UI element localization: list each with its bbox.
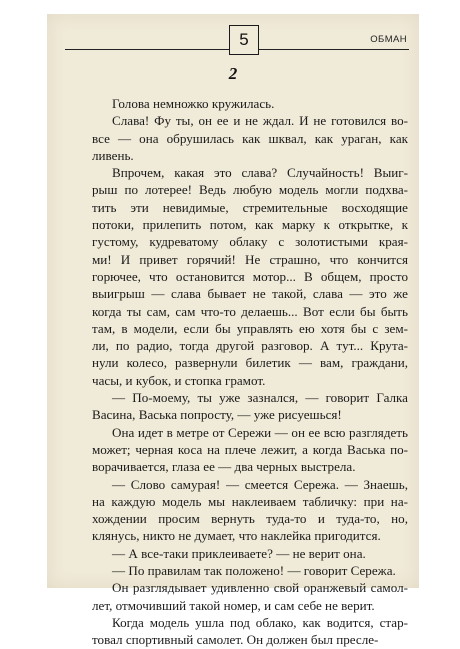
text-line: ми! И привет горячий! Не страшно, что кончится [92, 251, 408, 267]
text-line: — Слово самурая! — смеется Сережа. — Знаешь, [112, 476, 408, 492]
text-line: густому, кудреватому облаку с золотистыми края- [92, 234, 408, 250]
text-line: рыш по лотерее! Ведь любую модель могли подхва- [92, 182, 408, 198]
text-line: горючее, что остановится мотор... В общем, просто [92, 268, 408, 284]
chapter-number: 2 [228, 64, 238, 83]
text-line: — По-моему, ты уже зазнался, — говорит Галка [112, 390, 408, 406]
text-line: товал спортивный самолет. Он должен был пресле- [92, 632, 379, 648]
text-line: — По правилам так положено! — говорит Сережа. [112, 563, 396, 579]
text-line: лет, отмочивший такой номер, и сам себе не верит. [92, 597, 375, 613]
text-line: Она идет в метре от Сережи — он ее всю разглядеть [112, 424, 408, 440]
text-line: потоки, прилепить потом, как марку к открытке, к [92, 217, 408, 233]
text-line: Васина, Васька попросту, — уже рисуешься! [92, 407, 342, 423]
text-line: — А все-таки приклеиваете? — не верит она. [112, 545, 366, 561]
text-line: хождении просим вернуть туда-то и туда-то, но, [92, 511, 408, 527]
text-line: Впрочем, какая это слава? Случайность! Выиг- [112, 165, 408, 181]
text-line: когда ты сам, сам что-то делаешь... Вот если бы быть [92, 303, 408, 319]
text-line: тить эти невидимые, стремительные восходящие [92, 199, 408, 215]
text-line: Слава! Фу ты, он ее и не ждал. И не готовился во- [112, 113, 408, 129]
text-line: Он разглядывает удивленно свой оранжевый самол- [112, 580, 408, 596]
text-line: ливень. [92, 147, 134, 163]
text-line: Когда модель ушла под облако, как водится, стар- [112, 614, 408, 630]
body-text [92, 95, 408, 649]
text-line: ли, по радио, тогда другой разговор. А тут... Крута- [92, 338, 408, 354]
text-line: на каждую модель мы наклеиваем табличку: при на- [92, 493, 408, 509]
running-title: ОБМАН [370, 34, 407, 45]
text-line: Голова немножко кружилась. [112, 96, 275, 111]
page-number: 5 [229, 25, 259, 55]
book-page [47, 14, 419, 648]
text-line: выигрыш — слава бывает не такой, слава — это же [92, 286, 408, 302]
text-line: все — она обрушилась как шквал, как ураган, как [92, 130, 408, 146]
text-line: часы, и кубок, и стопка грамот. [92, 372, 266, 388]
text-line: ворачивается, глаза ее — два черных выстрела. [92, 459, 356, 475]
text-line: может; черная коса на плече лежит, а когда Васька по- [92, 441, 408, 457]
text-line: клянусь, никто не думает, что наклейка пригодится. [92, 528, 381, 544]
text-line: там, в модели, если бы управлять ею хотя бы с зем- [92, 320, 408, 336]
text-line: нули колесо, развернули билетик — вам, граждани, [92, 355, 408, 371]
